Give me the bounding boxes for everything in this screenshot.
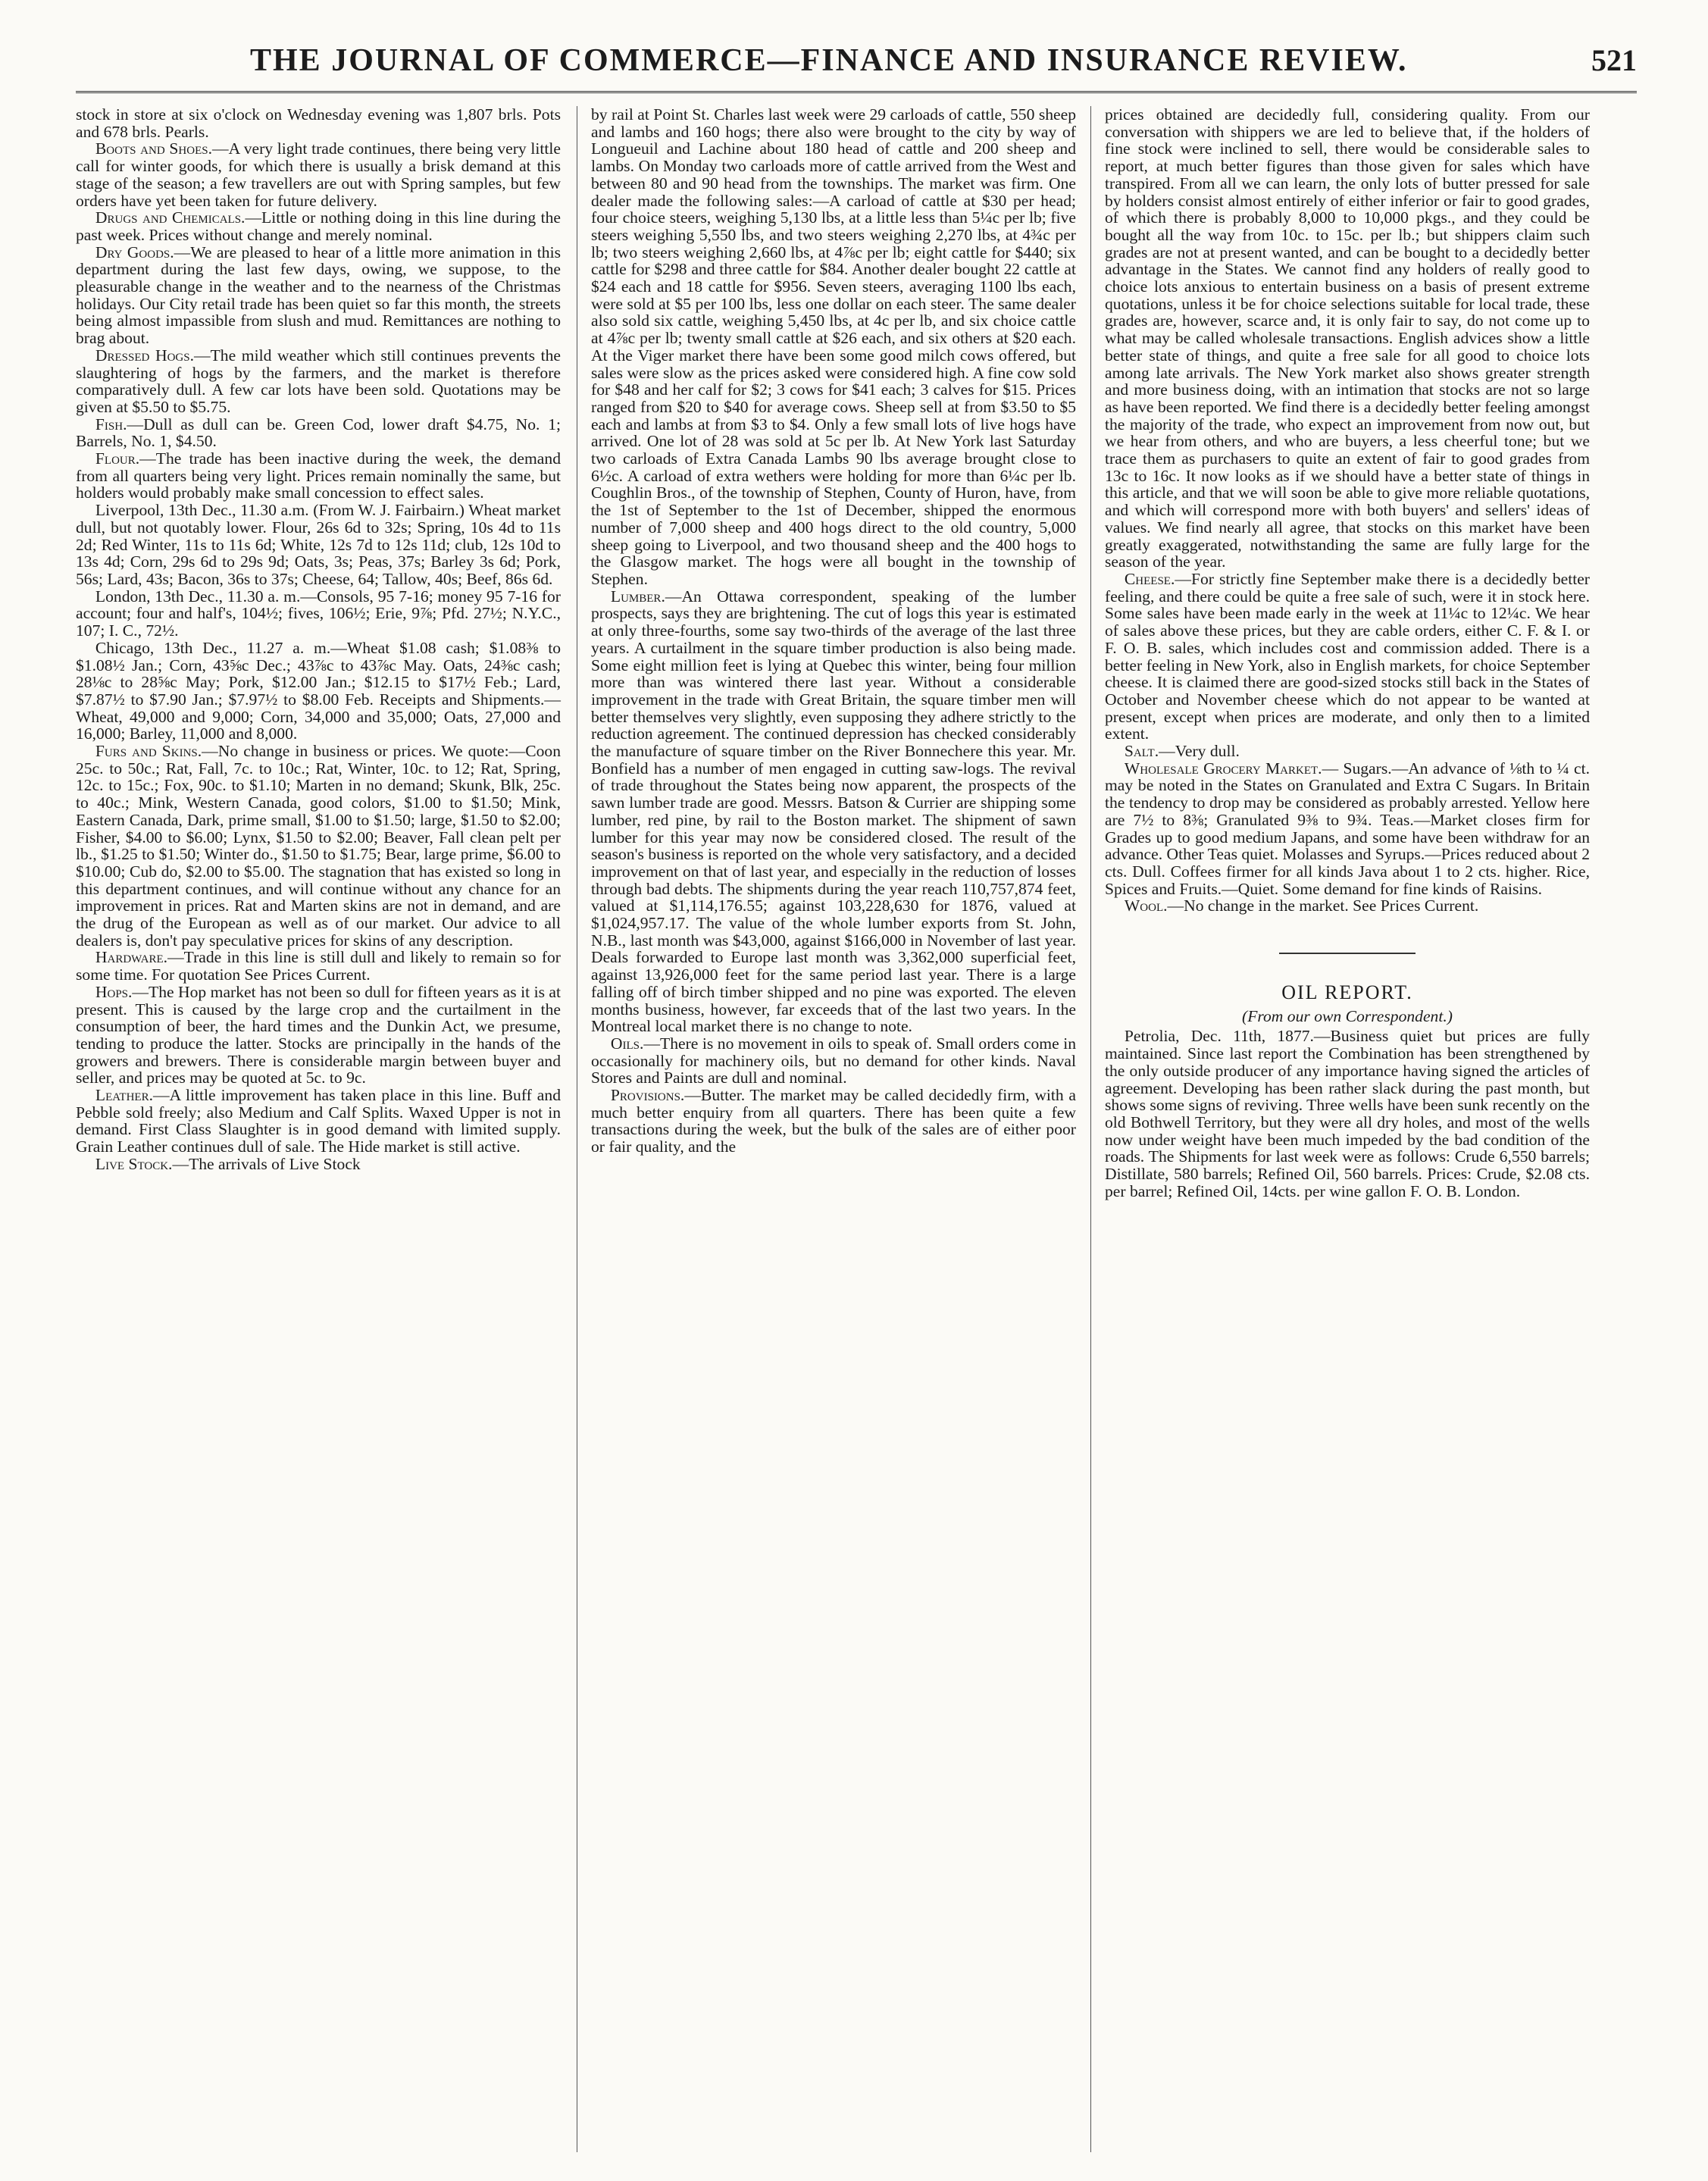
paragraph-text: —The mild weather which still continues prevents the slaughtering of hogs by the farmers, and the market is therefore comparatively dull. A few car lots have been sold. Quotations may be given at $5.50 to $5.75. bbox=[76, 346, 561, 416]
paragraph-text: —The trade has been inactive during the week, the demand from all quarters being very light. Prices remain nominally the same, but holders would probably make small concession to effect sales. bbox=[76, 449, 561, 502]
column-1 bbox=[76, 106, 561, 1173]
section-heading: Oils. bbox=[610, 1034, 644, 1053]
article-paragraph bbox=[1105, 571, 1590, 743]
paragraph-text: —For strictly fine September make there is a decidedly better feeling, and there could be quite a free sale of such, were it in stock here. Some sales have been made early in the week at 11¼c to 12¼c. We hear of sales above these prices, but they are cable orders, either C. F. & I. or F. O. B. sales, which includes cost and commission added. There is a better feeling in New York, also in English markets, for choice September cheese. It is claimed there are good-sized stocks still back in the States of October and November cheese which do not appear to be wanted at present, except when prices are moderate, and only then to a limited extent. bbox=[1105, 569, 1590, 743]
article-paragraph bbox=[76, 209, 561, 243]
section-heading: Hops. bbox=[95, 982, 133, 1001]
paragraph-text: —An Ottawa correspondent, speaking of the lumber prospects, says they are brightening. The cut of logs this year is estimated at only three-fourths, some say two-thirds of the average of the last three years. A curtailment in the square timber production is also being made. Some eight million feet is lying at Quebec this winter, being four million more than was wintered there last year. Without a considerable improvement in the trade with Great Britain, the square timber men will better themselves very slightly, even supposing they adhere strictly to the reduction agreement. The continued depression has checked considerably the manufacture of square timber on the River Bonnechere this year. Mr. Bonfield has a number of men engaged in cutting saw-logs. The revival of trade throughout the States being now apparent, the prospects of the sawn lumber trade are good. Messrs. Batson & Currier are shipping some lumber, red pine, by rail to the Boston market. The shipment of sawn lumber for this year may now be considered closed. The result of the season's business is reported on the whole very satisfactory, and a decided improvement on that of last year, and especially in the reduction of losses through bad debts. The shipments during the year reach 110,757,874 feet, valued at $1,114,176.55; against 103,228,630 for 1876, valued at $1,024,957.17. The value of the whole lumber exports from St. John, N.B., last month was $43,000, against $166,000 in November of last year. Deals forwarded to Europe last month was 3,362,000 superficial feet, against 13,926,000 feet for the same period last year. There is a large falling off of birch timber shipped and no pine was exported. The eleven months business, however, far exceeds that of the last two years. In the Montreal local market there is no change to note. bbox=[591, 587, 1076, 1036]
paragraph-text: stock in store at six o'clock on Wednesday evening was 1,807 brls. Pots and 678 brls. Pearls. bbox=[76, 105, 561, 141]
article-paragraph bbox=[76, 640, 561, 743]
section-heading: Cheese. bbox=[1124, 569, 1175, 588]
paragraph-text: —The Hop market has not been so dull for fifteen years as it is at present. This is caused by the large crop and the curtailment in the consumption of beer, the hard times and the Dunkin Act, we presume, tending to produce the latter. Stocks are principally in the hands of the growers and brewers. There is considerable margin between buyer and seller, and prices may be quoted at 5c. to 9c. bbox=[76, 982, 561, 1087]
section-heading: Wholesale Grocery Market. bbox=[1124, 759, 1322, 778]
column-3-articles bbox=[1105, 106, 1590, 915]
article-paragraph bbox=[76, 450, 561, 502]
article-paragraph bbox=[76, 949, 561, 983]
section-rule bbox=[1279, 953, 1416, 954]
running-title: THE JOURNAL OF COMMERCE—FINANCE AND INSURANCE REVIEW. bbox=[250, 43, 1408, 78]
page-header bbox=[76, 36, 1637, 93]
article-paragraph bbox=[76, 502, 561, 588]
paragraph-text: —There is no movement in oils to speak of. Small orders come in occasionally for machinery oils, but no demand for other kinds. Naval Stores and Paints are dull and nominal. bbox=[591, 1034, 1076, 1087]
article-paragraph bbox=[76, 244, 561, 347]
paragraph-text: —Little or nothing doing in this line during the past week. Prices without change and merely nominal. bbox=[76, 208, 561, 244]
article-paragraph bbox=[76, 984, 561, 1087]
section-heading: Salt. bbox=[1124, 742, 1159, 761]
oil-report-subtitle: (From our own Correspondent.) bbox=[1242, 1006, 1453, 1025]
section-heading: Dry Goods. bbox=[95, 243, 174, 261]
article-paragraph bbox=[591, 106, 1076, 588]
article-paragraph bbox=[76, 347, 561, 416]
article-paragraph bbox=[1105, 743, 1590, 760]
paragraph-text: —Very dull. bbox=[1159, 742, 1240, 761]
article-paragraph bbox=[76, 588, 561, 640]
paragraph-text: —No change in the market. See Prices Current. bbox=[1167, 896, 1479, 915]
article-paragraph bbox=[591, 1087, 1076, 1156]
paragraph-text: —A little improvement has taken place in this line. Buff and Pebble sold freely; also Medium and Calf Splits. Waxed Upper is not in demand. First Class Slaughter is in good demand with limited supply. Grain Leather continues dull of sale. The Hide market is still active. bbox=[76, 1086, 561, 1156]
article-paragraph bbox=[1105, 897, 1590, 915]
article-paragraph bbox=[591, 1035, 1076, 1087]
section-heading: Drugs and Chemicals. bbox=[95, 208, 246, 227]
section-heading: Live Stock. bbox=[95, 1154, 173, 1173]
paragraph-text: —A very light trade continues, there being very little call for winter goods, for which there is usually a brisk demand at this stage of the season; a few travellers are out with Spring samples, but few orders have yet been taken for future delivery. bbox=[76, 139, 561, 210]
page-number: 521 bbox=[1591, 43, 1637, 77]
paragraph-text: —Trade in this line is still dull and likely to remain so for some time. For quotation See Prices Current. bbox=[76, 948, 561, 984]
section-heading: Fish. bbox=[95, 415, 127, 433]
paragraph-text: —Butter. The market may be called decidedly firm, with a much better enquiry from all quarters. There has been quite a few transactions during the week, but the bulk of the sales are of either poor or fair quality, and the bbox=[591, 1086, 1076, 1156]
paragraph-text: prices obtained are decidedly full, considering quality. From our conversation with shippers we are led to believe that, if the holders of fine stock were inclined to sell, there would be considerable sales to report, at much better figures than those given for sales which have transpired. From all we can learn, the only lots of butter pressed for sale by holders consist almost entirely of either inferior or fair to good grades, of which there is probably 8,000 to 10,000 pkgs., and they could be bought all the way from 10c. to 15c. per lb.; but shippers claim such grades are not at present wanted, and can be bought to a decidedly better advantage in the States. We cannot find any holders of really good to choice lots anxious to entertain business on a basis of present extreme quotations, unless it be for choice selections suitable for local trade, these grades are, however, scarce and, it is only fair to say, do not come up to what may be called wholesale transactions. English advices show a little better state of things, and quite a free sale for all good to choice lots among late arrivals. The New York market also shows greater strength and more business doing, with an intimation that stocks are not so large as have been reported. We find there is a decidedly better feeling amongst the majority of the trade, who expect an improvement from now out, but we hear from others, and who are buyers, a less cheerful tone; but we trace them as purchasers to quite an extent of fair to good grades from 13c to 16c. It now looks as if we should have a better state of things in this article, and that we will soon be able to give more reliable quotations, and which will correspond more with both buyers' and sellers' ideas of values. We find nearly all agree, that stocks on this market have been greatly exaggerated, notwithstanding the same are fully large for the season of the year. bbox=[1105, 105, 1590, 571]
column-3 bbox=[1105, 106, 1590, 1200]
paragraph-text: —Dull as dull can be. Green Cod, lower draft $4.75, No. 1; Barrels, No. 1, $4.50. bbox=[76, 415, 561, 451]
paragraph-text: Chicago, 13th Dec., 11.27 a. m.—Wheat $1.08 cash; $1.08⅜ to $1.08½ Jan.; Corn, 43⅝c Dec.; 43⅞c to 43⅞c May. Oats, 24⅜c cash; 28⅛c to 28⅝c May; Pork, $12.00 Jan.; $12.15 to $17½ Feb.; Lard, $7.87½ to $7.90 Jan.; $7.97½ to $8.00 Feb. Receipts and Shipments.—Wheat, 49,000 and 9,000; Corn, 34,000 and 35,000; Oats, 27,000 and 16,000; Barley, 11,000 and 8,000. bbox=[76, 638, 561, 743]
article-paragraph bbox=[76, 106, 561, 140]
section-heading: Hardware. bbox=[95, 948, 168, 967]
section-heading: Dressed Hogs. bbox=[95, 346, 194, 365]
section-heading: Flour. bbox=[95, 449, 140, 468]
article-paragraph bbox=[76, 416, 561, 450]
section-heading: Furs and Skins. bbox=[95, 742, 202, 761]
article-paragraph bbox=[1105, 760, 1590, 898]
article-paragraph bbox=[76, 1156, 561, 1173]
section-heading: Provisions. bbox=[610, 1086, 685, 1105]
paragraph-text: — Sugars.—An advance of ⅛th to ¼ ct. may be noted in the States on Granulated and Extra C Sugars. In Britain the tendency to drop may be considered as probably arrested. Yellow here are 7½ to 8⅜; Granulated 9⅜ to 9¾. Teas.—Market closes firm for Grades up to good medium Japans, and some have been withdraw for an advance. Other Teas quiet. Molasses and Syrups.—Prices reduced about 2 cts. Dull. Coffees firmer for all kinds Java about 1 to 2 cts. higher. Rice, Spices and Fruits.—Quiet. Some demand for fine kinds of Raisins. bbox=[1105, 759, 1591, 898]
column-divider bbox=[1090, 106, 1091, 2152]
paragraph-text: London, 13th Dec., 11.30 a. m.—Consols, 95 7-16; money 95 7-16 for account; four and half's, 104½; fives, 106½; Erie, 9⅞; Pfd. 27½; N.Y.C., 107; I. C., 72½. bbox=[76, 587, 561, 640]
article-paragraph bbox=[591, 588, 1076, 1035]
article-paragraph bbox=[1105, 106, 1590, 571]
oil-report-body: Petrolia, Dec. 11th, 1877.—Business quiet but prices are fully maintained. Since last report the Combination has been strengthened by the only outside producer of any importance having signed the articles of agreement. Developing has been rather slack during the past month, but shows some signs of reviving. Three wells have been sunk recently on the old Bothwell Territory, but they were all dry holes, and most of the wells now under weight have been much impeded by the bad condition of the roads. The Shipments for last week were as follows: Crude 6,550 barrels; Distillate, 580 barrels; Refined Oil, 560 barrels. Prices: Crude, $2.08 cts. per barrel; Refined Oil, 14cts. per wine gallon F. O. B. London. bbox=[1105, 1027, 1590, 1200]
column-2 bbox=[591, 106, 1076, 1156]
section-heading: Leather. bbox=[95, 1086, 153, 1105]
section-heading: Wool. bbox=[1124, 896, 1168, 915]
section-heading: Lumber. bbox=[610, 587, 665, 605]
paragraph-text: Liverpool, 13th Dec., 11.30 a.m. (From W. J. Fairbairn.) Wheat market dull, but not quotably lower. Flour, 26s 6d to 32s; Spring, 10s 4d to 11s 2d; Red Winter, 11s to 11s 6d; White, 12s 7d to 12s 11d; club, 12s 10d to 13s 4d; Corn, 29s 6d to 29s 9d; Oats, 3s; Peas, 37s; Barley 3s 6d; Pork, 56s; Lard, 43s; Bacon, 36s to 37s; Cheese, 64; Tallow, 40s; Beef, 86s 6d. bbox=[76, 501, 561, 588]
article-paragraph bbox=[76, 1087, 561, 1156]
oil-report-title: OIL REPORT. bbox=[1281, 981, 1413, 1004]
paragraph-text: —No change in business or prices. We quote:—Coon 25c. to 50c.; Rat, Fall, 7c. to 10c.; Rat, Winter, 10c. to 12; Rat, Spring, 12c. to 15c.; Fox, 90c. to $1.10; Marten in no demand; Skunk, Blk, 25c. to 40c.; Mink, Western Canada, good colors, $1.00 to $1.50; Mink, Eastern Canada, Dark, prime small, $1.00 to $1.50; large, $1.50 to $2.00; Fisher, $4.00 to $6.00; Lynx, $1.50 to $2.00; Beaver, Fall clean pelt per lb., $1.25 to $1.50; Winter do., $1.50 to $1.75; Bear, large prime, $6.00 to $10.00; Cub do, $2.00 to $5.00. The stagnation that has existed so long in this department continues, and will continue without any chance for an improvement in prices. Rat and Marten skins are not in demand, and are the drug of the European as well as of our market. Our advice to all dealers is, don't pay speculative prices for skins of any description. bbox=[76, 742, 561, 950]
paragraph-text: by rail at Point St. Charles last week were 29 carloads of cattle, 550 sheep and lambs and 160 hogs; there also were brought to the city by way of Longueuil and Lachine about 180 head of cattle and 200 sheep and lambs. On Monday two carloads more of cattle arrived from the West and between 80 and 90 head from the townships. The market was firm. One dealer made the following sales:—A carload of cattle at $30 per head; four choice steers, weighing 5,130 lbs, at a little less than 5¼c per lb; five steers weighing 5,550 lbs, and two steers weighing 2,270 lbs, at 4¾c per lb; two steers weighing 2,660 lbs, at 4⅞c per lb; eight cattle for $440; six cattle for $298 and three cattle for $84. Another dealer bought 22 cattle at $24 each and 18 cattle for $956. Seven steers, averaging 1100 lbs each, were sold at $5 per 100 lbs, less one dollar on each steer. The same dealer also sold six cattle, weighing 5,450 lbs, at 4c per lb, and six choice cattle at 4⅞c per lb; twenty small cattle at $26 each, and six others at $20 each. At the Viger market there have been some good milch cows offered, but sales were slow as the prices asked were considered high. A fine cow sold for $48 and her calf for $2; 3 cows for $41 each; 3 calves for $15. Prices ranged from $20 to $40 for average cows. Sheep sell at from $3.50 to $5 each and lambs at from $3 to $4. Only a few small lots of live hogs have arrived. One lot of 28 was sold at 5c per lb. At New York last Saturday two carloads of Extra Canada Lambs 90 lbs average brought close to 6½c. A carload of extra wethers were holding for more than 6¼c per lb. Coughlin Bros., of the township of Stephen, County of Huron, have, from the 1st of September to the 1st of December, shipped the enormous number of 7,000 sheep and 400 hogs direct to the old country, 5,000 sheep going to Liverpool, and two thousand sheep and the 400 hogs to the Glasgow market. The hogs were all bought in the township of Stephen. bbox=[591, 105, 1076, 588]
article-paragraph bbox=[76, 743, 561, 949]
article-paragraph bbox=[76, 140, 561, 209]
section-heading: Boots and Shoes. bbox=[95, 139, 212, 158]
paragraph-text: —The arrivals of Live Stock bbox=[172, 1154, 361, 1173]
paragraph-text: —We are pleased to hear of a little more animation in this department during the last few days, owing, we suppose, to the pleasurable change in the weather and to the nearness of the Christmas holidays. Our City retail trade has been quiet so far this month, the streets being almost impassible from slush and mud. Remittances are nothing to brag about. bbox=[76, 243, 561, 348]
